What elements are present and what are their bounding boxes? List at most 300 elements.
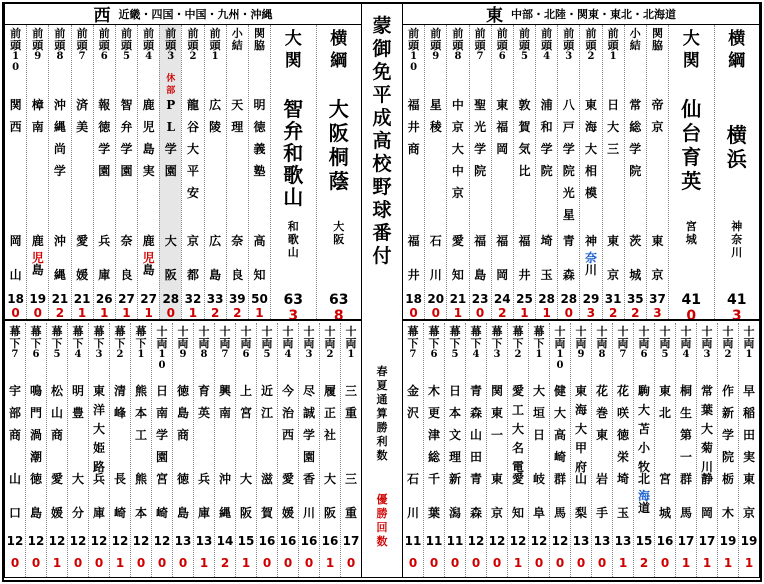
school-name: 明 徳 義 塾 xyxy=(253,98,266,178)
championship-count: 1 xyxy=(100,306,109,319)
win-count: 13 xyxy=(572,534,590,548)
prefecture: 徳 島 xyxy=(176,472,189,520)
school-name: 育 英 xyxy=(197,384,210,420)
banzuke-column xyxy=(181,25,203,319)
school-name: P L 学 園 xyxy=(164,98,177,178)
win-count: 12 xyxy=(509,534,527,548)
east-header-regions: 中部・北陸・関東・東北・北海道 xyxy=(511,7,676,21)
win-count: 12 xyxy=(6,534,24,548)
championship-count: 1 xyxy=(122,306,131,319)
win-count: 13 xyxy=(174,534,192,548)
banzuke-column xyxy=(675,323,696,577)
championship-count: 0 xyxy=(94,556,104,570)
win-count: 13 xyxy=(593,534,611,548)
school-name: 常 総 学 院 xyxy=(629,98,642,178)
banzuke-column xyxy=(424,25,446,319)
banzuke-column xyxy=(646,25,668,319)
prefecture: 岐 阜 xyxy=(532,472,545,520)
wins-caption: 春 夏 通 算 勝 利 数 xyxy=(376,365,388,462)
rank-label: 大 関 xyxy=(284,29,302,71)
win-count: 29 xyxy=(582,292,600,306)
prefecture: 群 馬 xyxy=(553,472,566,520)
prefecture: 広 島 xyxy=(209,234,222,282)
win-count: 24 xyxy=(493,292,511,306)
school-name: 大 垣 日 xyxy=(532,384,545,442)
school-name: 健 大 高 崎 xyxy=(553,384,566,464)
championship-count: 3 xyxy=(586,306,596,319)
prefecture: 岡 山 xyxy=(9,234,22,282)
win-count: 17 xyxy=(698,534,716,548)
championships-caption: 優 勝 回 数 xyxy=(376,493,388,548)
championship-count: 0 xyxy=(33,306,42,319)
championship-count: 0 xyxy=(660,556,670,570)
school-name: 智 弁 和 歌 山 xyxy=(283,97,304,209)
rank-label: 前 頭 9 xyxy=(32,27,44,62)
school-name: 中 京 大 中 京 xyxy=(451,98,464,200)
school-name: 履 正 社 xyxy=(323,384,336,442)
school-name: 東 海 大 相 模 xyxy=(584,98,597,200)
win-count: 37 xyxy=(649,292,666,306)
banzuke-column xyxy=(446,25,468,319)
school-name: 広 陵 xyxy=(209,98,222,134)
banzuke-column xyxy=(26,25,48,319)
win-count: 16 xyxy=(300,534,318,548)
school-name: 東 福 岡 xyxy=(496,98,509,156)
championship-count: 8 xyxy=(333,308,344,319)
banzuke-column xyxy=(159,25,181,319)
rank-label: 前 頭 3 xyxy=(563,27,575,62)
championship-count: 2 xyxy=(608,306,618,319)
win-count: 19 xyxy=(29,292,47,306)
ozeki-column xyxy=(668,25,713,319)
win-count: 12 xyxy=(27,534,45,548)
championship-count: 0 xyxy=(450,556,460,570)
banzuke-column xyxy=(5,323,25,577)
championship-count: 0 xyxy=(346,556,356,570)
championship-count: 1 xyxy=(453,306,463,319)
win-count: 11 xyxy=(446,534,464,548)
championship-count: 0 xyxy=(686,308,697,319)
win-count: 21 xyxy=(51,292,69,306)
school-name: 済 美 xyxy=(76,98,89,134)
championship-count: 2 xyxy=(220,556,230,570)
prefecture: 石 川 xyxy=(406,472,419,520)
championship-count: 1 xyxy=(723,556,733,570)
championship-count: 3 xyxy=(731,308,742,319)
win-count: 20 xyxy=(427,292,445,306)
school-name: 横 浜 xyxy=(726,123,747,171)
win-count: 11 xyxy=(425,534,443,548)
prefecture: 宮 崎 xyxy=(155,472,168,520)
prefecture: 兵 庫 xyxy=(98,234,111,282)
win-count: 19 xyxy=(740,534,758,548)
championship-count: 1 xyxy=(199,556,209,570)
prefecture: 兵 庫 xyxy=(92,472,105,520)
championship-count: 0 xyxy=(471,556,481,570)
banzuke-column xyxy=(130,323,151,577)
win-count: 15 xyxy=(237,534,255,548)
rank-label: 幕 下 5 xyxy=(449,325,461,360)
banzuke-title: 蒙 御 免 平 成 高 校 野 球 番 付 xyxy=(372,15,392,267)
rank-label: 前 頭 1 0 xyxy=(10,27,22,73)
banzuke-column xyxy=(528,323,549,577)
rank-label: 前 頭 3 xyxy=(165,27,177,62)
prefecture: 埼 玉 xyxy=(540,234,553,282)
prefecture: 奈 良 xyxy=(120,234,133,282)
prefecture: 青 森 xyxy=(469,472,482,520)
prefecture: 奈 良 xyxy=(231,234,244,282)
banzuke-column xyxy=(71,25,93,319)
rank-label: 十 両 9 xyxy=(575,325,587,360)
championship-count: 1 xyxy=(681,556,691,570)
rank-label: 幕 下 6 xyxy=(30,325,42,360)
banzuke-column xyxy=(507,323,528,577)
banzuke-column xyxy=(738,323,759,577)
banzuke-column xyxy=(214,323,235,577)
win-count: 63 xyxy=(329,292,349,308)
prefecture: 神 奈 川 xyxy=(731,220,743,259)
banzuke-column xyxy=(137,25,159,319)
west-header-regions: 近畿・四国・中国・九州・沖縄 xyxy=(118,7,273,21)
east-makuuchi xyxy=(403,25,759,321)
school-name: 龍 谷 大 平 安 xyxy=(186,98,199,200)
win-count: 16 xyxy=(258,534,276,548)
prefecture: 静 岡 xyxy=(700,472,713,520)
school-name: 東 北 xyxy=(658,384,671,420)
rank-label: 十 両 1 xyxy=(345,325,357,360)
rank-label: 十 両 1 0 xyxy=(156,325,168,371)
prefecture: 福 井 xyxy=(407,234,420,282)
west-juryo-makushita xyxy=(5,323,361,577)
school-name: 智 弁 学 園 xyxy=(120,98,133,178)
prefecture: 大 阪 xyxy=(323,472,336,520)
win-count: 16 xyxy=(656,534,674,548)
banzuke-column xyxy=(193,323,214,577)
school-name: 関 東 一 xyxy=(490,384,503,442)
rank-label: 関 脇 xyxy=(253,27,265,52)
championship-count: 1 xyxy=(52,556,62,570)
championship-count: 0 xyxy=(166,306,175,319)
rank-label: 十 両 7 xyxy=(617,325,629,360)
east-header-title: 東 xyxy=(486,6,503,26)
school-name: 愛 工 大 名 電 xyxy=(511,384,524,474)
win-count: 35 xyxy=(626,292,644,306)
prefecture: 熊 本 xyxy=(134,472,147,520)
rank-label: 幕 下 2 xyxy=(512,325,524,360)
prefecture: 山 梨 xyxy=(574,472,587,520)
banzuke-column xyxy=(654,323,675,577)
west-section xyxy=(4,2,362,578)
rank-label: 小 結 xyxy=(629,27,641,52)
school-name: 尽 誠 学 園 xyxy=(302,384,315,464)
school-name: 敦 賀 気 比 xyxy=(518,98,531,178)
prefecture: 愛 媛 xyxy=(76,234,89,282)
prefecture: 新 潟 xyxy=(448,472,461,520)
rank-label: 関 脇 xyxy=(651,27,663,52)
championship-count: 2 xyxy=(55,306,65,319)
championship-count: 0 xyxy=(73,556,83,570)
rank-label: 十 両 2 xyxy=(722,325,734,360)
championship-count: 0 xyxy=(157,556,167,570)
banzuke-column xyxy=(469,25,491,319)
school-name: 東 海 大 甲 府 xyxy=(574,384,587,474)
championship-count: 0 xyxy=(534,556,544,570)
west-header-title: 西 xyxy=(93,6,111,26)
prefecture: 鹿 児 島 xyxy=(142,234,155,277)
school-name: 八 戸 学 院 光 星 xyxy=(562,98,575,222)
win-count: 28 xyxy=(162,292,180,306)
prefecture: 石 川 xyxy=(429,234,442,282)
banzuke-column xyxy=(204,25,226,319)
banzuke-column xyxy=(602,25,624,319)
west-makuuchi xyxy=(5,25,361,321)
banzuke-column xyxy=(403,323,423,577)
championship-count: 0 xyxy=(576,556,586,570)
banzuke-column xyxy=(88,323,109,577)
win-count: 27 xyxy=(140,292,157,306)
championship-count: 2 xyxy=(498,306,507,319)
banzuke-column xyxy=(226,25,248,319)
win-count: 31 xyxy=(604,292,622,306)
prefecture: 北 海 道 xyxy=(637,472,650,515)
banzuke-column xyxy=(465,323,486,577)
banzuke-column xyxy=(172,323,193,577)
school-name: 帝 京 xyxy=(651,98,664,134)
rank-label: 十 両 1 0 xyxy=(554,325,566,371)
win-count: 21 xyxy=(449,292,467,306)
rank-label: 前 頭 1 xyxy=(607,27,619,62)
school-name: 徳 島 商 xyxy=(176,384,189,442)
rank-label: 十 両 7 xyxy=(219,325,231,360)
banzuke-column xyxy=(5,25,26,319)
rank-label: 前 頭 6 xyxy=(496,27,508,62)
school-name: 清 峰 xyxy=(113,384,126,420)
win-count: 15 xyxy=(635,534,653,548)
school-name: 三 重 xyxy=(344,384,357,420)
championship-count: 2 xyxy=(631,306,640,319)
rank-label: 十 両 3 xyxy=(303,325,315,360)
school-name: 早 稲 田 実 xyxy=(742,384,755,464)
school-name: 今 治 西 xyxy=(281,384,294,442)
win-count: 18 xyxy=(405,292,422,306)
championship-count: 1 xyxy=(542,306,551,319)
prefecture: 徳 島 xyxy=(29,472,42,520)
win-count: 12 xyxy=(467,534,485,548)
prefecture: 兵 庫 xyxy=(197,472,210,520)
prefecture: 東 京 xyxy=(651,234,664,282)
championship-count: 0 xyxy=(408,556,418,570)
rank-label: 幕 下 3 xyxy=(491,325,503,360)
prefecture: 東 京 xyxy=(490,472,503,520)
prefecture: 愛 知 xyxy=(451,234,464,282)
banzuke-column xyxy=(25,323,46,577)
championship-count: 2 xyxy=(233,306,242,319)
school-name: 沖 縄 尚 学 xyxy=(53,98,66,178)
banzuke-column xyxy=(67,323,88,577)
rank-label: 前 頭 8 xyxy=(54,27,66,62)
prefecture: 大 阪 xyxy=(333,220,345,246)
rank-label: 十 両 4 xyxy=(282,325,294,360)
banzuke-column xyxy=(46,323,67,577)
championship-count: 2 xyxy=(639,556,649,570)
win-count: 41 xyxy=(681,292,702,308)
banzuke-column xyxy=(403,25,424,319)
win-count: 28 xyxy=(560,292,578,306)
east-section xyxy=(402,2,760,578)
championship-count: 1 xyxy=(188,306,198,319)
championship-count: 0 xyxy=(11,306,20,319)
status-note: 休 部 xyxy=(166,74,176,96)
prefecture: 千 葉 xyxy=(427,472,440,520)
prefecture: 東 京 xyxy=(742,472,755,520)
rank-label: 前 頭 1 0 xyxy=(408,27,420,73)
rank-label: 前 頭 2 xyxy=(585,27,597,62)
prefecture: 山 口 xyxy=(8,472,21,520)
win-count: 28 xyxy=(538,292,555,306)
rank-label: 前 頭 5 xyxy=(518,27,530,62)
rank-label: 前 頭 9 xyxy=(430,27,442,62)
championship-count: 0 xyxy=(283,556,293,570)
rank-label: 横 綱 xyxy=(330,29,348,71)
school-name: 大 阪 桐 蔭 xyxy=(328,97,349,193)
win-count: 12 xyxy=(90,534,108,548)
banzuke-column xyxy=(423,323,444,577)
win-count: 26 xyxy=(95,292,113,306)
rank-label: 前 頭 2 xyxy=(187,27,199,62)
championship-count: 1 xyxy=(744,556,754,570)
school-name: 上 宮 xyxy=(239,384,252,420)
banzuke-column xyxy=(93,25,115,319)
championship-count: 0 xyxy=(178,556,188,570)
school-name: 報 徳 学 園 xyxy=(98,98,111,178)
banzuke-column xyxy=(624,25,646,319)
east-header xyxy=(403,3,759,25)
school-name: 松 山 商 xyxy=(50,384,63,442)
rank-label: 大 関 xyxy=(682,29,700,71)
prefecture: 大 阪 xyxy=(239,472,252,520)
championship-count: 1 xyxy=(115,556,125,570)
center-column xyxy=(362,2,402,578)
school-name: 明 豊 xyxy=(71,384,84,420)
win-count: 17 xyxy=(677,534,695,548)
championship-count: 1 xyxy=(325,556,335,570)
win-count: 14 xyxy=(216,534,234,548)
rank-label: 十 両 5 xyxy=(659,325,671,360)
east-juryo-makushita xyxy=(403,323,759,577)
win-count: 25 xyxy=(516,292,533,306)
win-count: 27 xyxy=(118,292,135,306)
win-count: 23 xyxy=(471,292,489,306)
rank-label: 幕 下 4 xyxy=(72,325,84,360)
school-name: 東 洋 大 姫 路 xyxy=(92,384,105,474)
prefecture: 福 井 xyxy=(518,234,531,282)
prefecture: 埼 玉 xyxy=(616,472,629,520)
championship-count: 1 xyxy=(144,306,153,319)
school-name: 星 稜 xyxy=(429,98,442,134)
championship-count: 1 xyxy=(255,306,264,319)
banzuke-column xyxy=(109,323,130,577)
win-count: 12 xyxy=(48,534,66,548)
banzuke-column xyxy=(696,323,717,577)
win-count: 13 xyxy=(614,534,632,548)
rank-label: 横 綱 xyxy=(728,29,746,71)
win-count: 12 xyxy=(153,534,171,548)
win-count: 12 xyxy=(111,534,129,548)
championship-count: 1 xyxy=(618,556,628,570)
school-name: 日 大 三 xyxy=(607,98,620,156)
championship-count: 0 xyxy=(31,556,41,570)
school-name: 熊 本 工 xyxy=(134,384,147,442)
rank-label: 前 頭 7 xyxy=(76,27,88,62)
school-name: 花 咲 徳 栄 xyxy=(616,384,629,464)
banzuke-column xyxy=(633,323,654,577)
prefecture: 大 分 xyxy=(71,472,84,520)
championship-count: 3 xyxy=(288,308,299,319)
yokozuna-column xyxy=(714,25,759,319)
school-name: 近 江 xyxy=(260,384,273,420)
prefecture: 青 森 xyxy=(562,234,575,282)
rank-label: 幕 下 2 xyxy=(114,325,126,360)
win-count: 41 xyxy=(727,292,747,308)
prefecture: 栃 木 xyxy=(721,472,734,520)
school-name: 青 森 山 田 xyxy=(469,384,482,464)
banzuke-column xyxy=(557,25,579,319)
championship-count: 0 xyxy=(555,556,565,570)
rank-label: 前 頭 6 xyxy=(98,27,110,62)
win-count: 13 xyxy=(195,534,213,548)
rank-label: 小 結 xyxy=(231,27,243,52)
banzuke-column xyxy=(444,323,465,577)
rank-label: 幕 下 1 xyxy=(533,325,545,360)
west-header xyxy=(5,3,361,25)
banzuke-column xyxy=(235,323,256,577)
prefecture: 香 川 xyxy=(302,472,315,520)
rank-label: 十 両 3 xyxy=(701,325,713,360)
prefecture: 愛 知 xyxy=(511,472,524,520)
championship-count: 0 xyxy=(10,556,20,570)
banzuke-column xyxy=(513,25,535,319)
win-count: 16 xyxy=(279,534,297,548)
win-count: 63 xyxy=(283,292,304,308)
banzuke-column xyxy=(549,323,570,577)
rank-label: 十 両 9 xyxy=(177,325,189,360)
prefecture: 宮 城 xyxy=(658,472,671,520)
prefecture: 東 京 xyxy=(607,234,620,282)
ozeki-column xyxy=(270,25,315,319)
championship-count: 3 xyxy=(653,306,662,319)
championship-count: 1 xyxy=(241,556,251,570)
school-name: 常 葉 大 菊 川 xyxy=(700,384,713,474)
rank-label: 前 頭 8 xyxy=(452,27,464,62)
win-count: 17 xyxy=(342,534,360,548)
rank-label: 幕 下 1 xyxy=(135,325,147,360)
school-name: 木 更 津 総 xyxy=(427,384,440,464)
banzuke-column xyxy=(298,323,319,577)
rank-label: 前 頭 1 xyxy=(209,27,221,62)
win-count: 19 xyxy=(719,534,737,548)
championship-count: 0 xyxy=(304,556,314,570)
championship-count: 1 xyxy=(77,306,87,319)
rank-label: 十 両 6 xyxy=(638,325,650,360)
school-name: 鹿 児 島 実 xyxy=(142,98,155,178)
win-count: 21 xyxy=(73,292,91,306)
win-count: 12 xyxy=(530,534,548,548)
banzuke-column xyxy=(115,25,137,319)
school-name: 興 南 xyxy=(218,384,231,420)
banzuke-column xyxy=(491,25,513,319)
banzuke-column xyxy=(340,323,361,577)
championship-count: 1 xyxy=(520,306,529,319)
